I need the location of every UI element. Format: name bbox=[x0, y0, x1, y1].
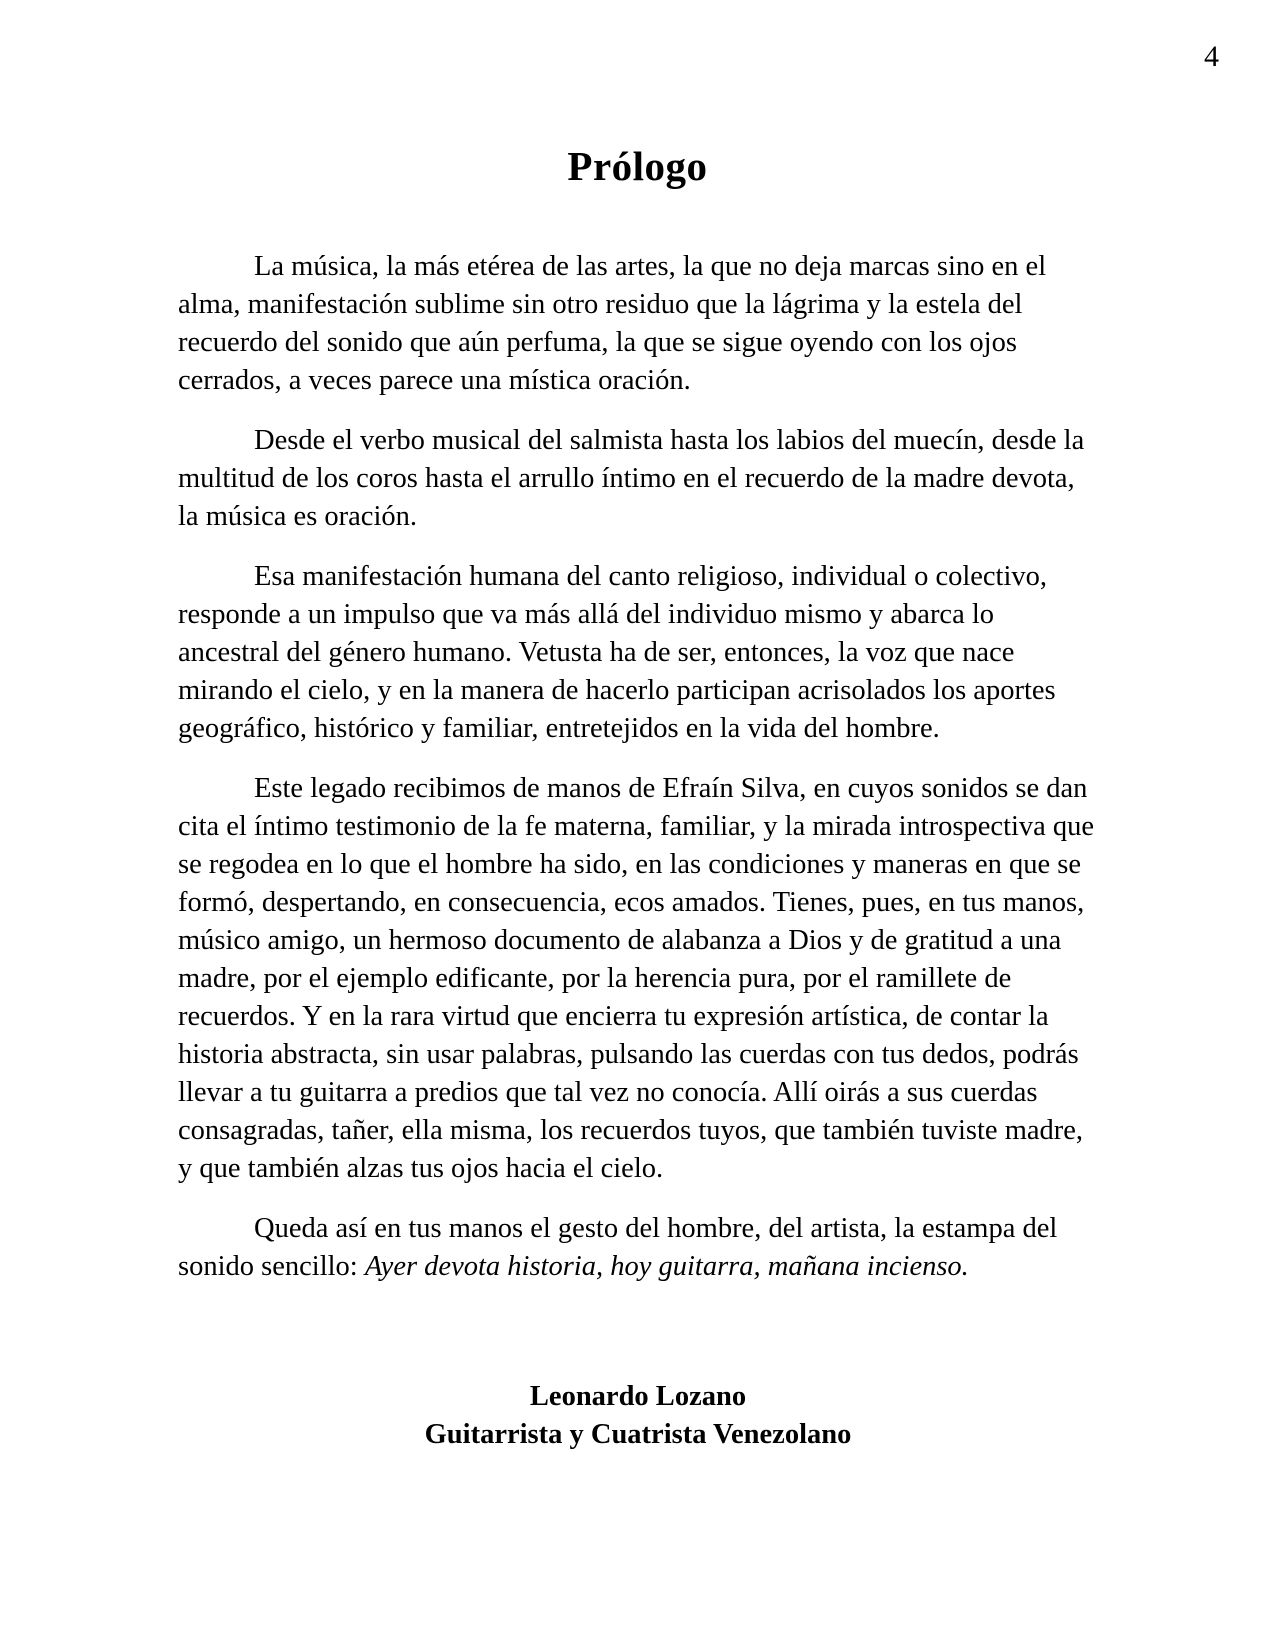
paragraph-2: Desde el verbo musical del salmista hasta los labios del muecín, desde la multitud de los coros hasta el arrullo íntimo en el recuerdo de la madre devota, la música es oración. bbox=[178, 425, 1085, 532]
paragraph-3: Esa manifestación humana del canto religioso, individual o colectivo, responde a un impulso que va más allá del individuo mismo y abarca lo ancestral del género humano. Vetusta ha de ser, entonces, la voz que nace mirando el cielo, y en la manera de hacerlo participan acrisolados los aportes geográfico, histórico y familiar, entretejidos en la vida del hombre. bbox=[178, 561, 1056, 744]
closing-italic-title: Ayer devota historia, hoy guitarra, mañana incienso. bbox=[364, 1251, 969, 1282]
page-number: 4 bbox=[1204, 40, 1219, 73]
paragraph-1: La música, la más etérea de las artes, la que no deja marcas sino en el alma, manifestación sublime sin otro residuo que la lágrima y la estela del recuerdo del sonido que aún perfuma, la que se sigue oyendo con los ojos cerrados, a veces parece una mística oración. bbox=[178, 251, 1047, 396]
paragraph-closing bbox=[178, 1210, 1098, 1286]
closing-lead-text: Queda así en tus manos el gesto del hombre, del artista, la estampa del sonido sencillo: bbox=[178, 1213, 1058, 1282]
signature-role: Guitarrista y Cuatrista Venezolano bbox=[424, 1419, 852, 1450]
page-title: Prólogo bbox=[567, 143, 708, 189]
signature-block bbox=[178, 1378, 1098, 1454]
signature-name: Leonardo Lozano bbox=[529, 1381, 747, 1412]
paragraph-4: Este legado recibimos de manos de Efraín Silva, en cuyos sonidos se dan cita el íntimo testimonio de la fe materna, familiar, y la mirada introspectiva que se regodea en lo que el hombre ha sido, en las condiciones y maneras en que se formó, despertando, en consecuencia, ecos amados. Tienes, pues, en tus manos, músico amigo, un hermoso documento de alabanza a Dios y de gratitud a una madre, por el ejemplo edificante, por la herencia pura, por el ramillete de recuerdos. Y en la rara virtud que encierra tu expresión artística, de contar la historia abstracta, sin usar palabras, pulsando las cuerdas con tus dedos, podrás llevar a tu guitarra a predios que tal vez no conocía. Allí oirás a sus cuerdas consagradas, tañer, ella misma, los recuerdos tuyos, que también tuviste madre, y que también alzas tus ojos hacia el cielo. bbox=[178, 773, 1095, 1184]
body-text bbox=[178, 248, 1098, 1286]
